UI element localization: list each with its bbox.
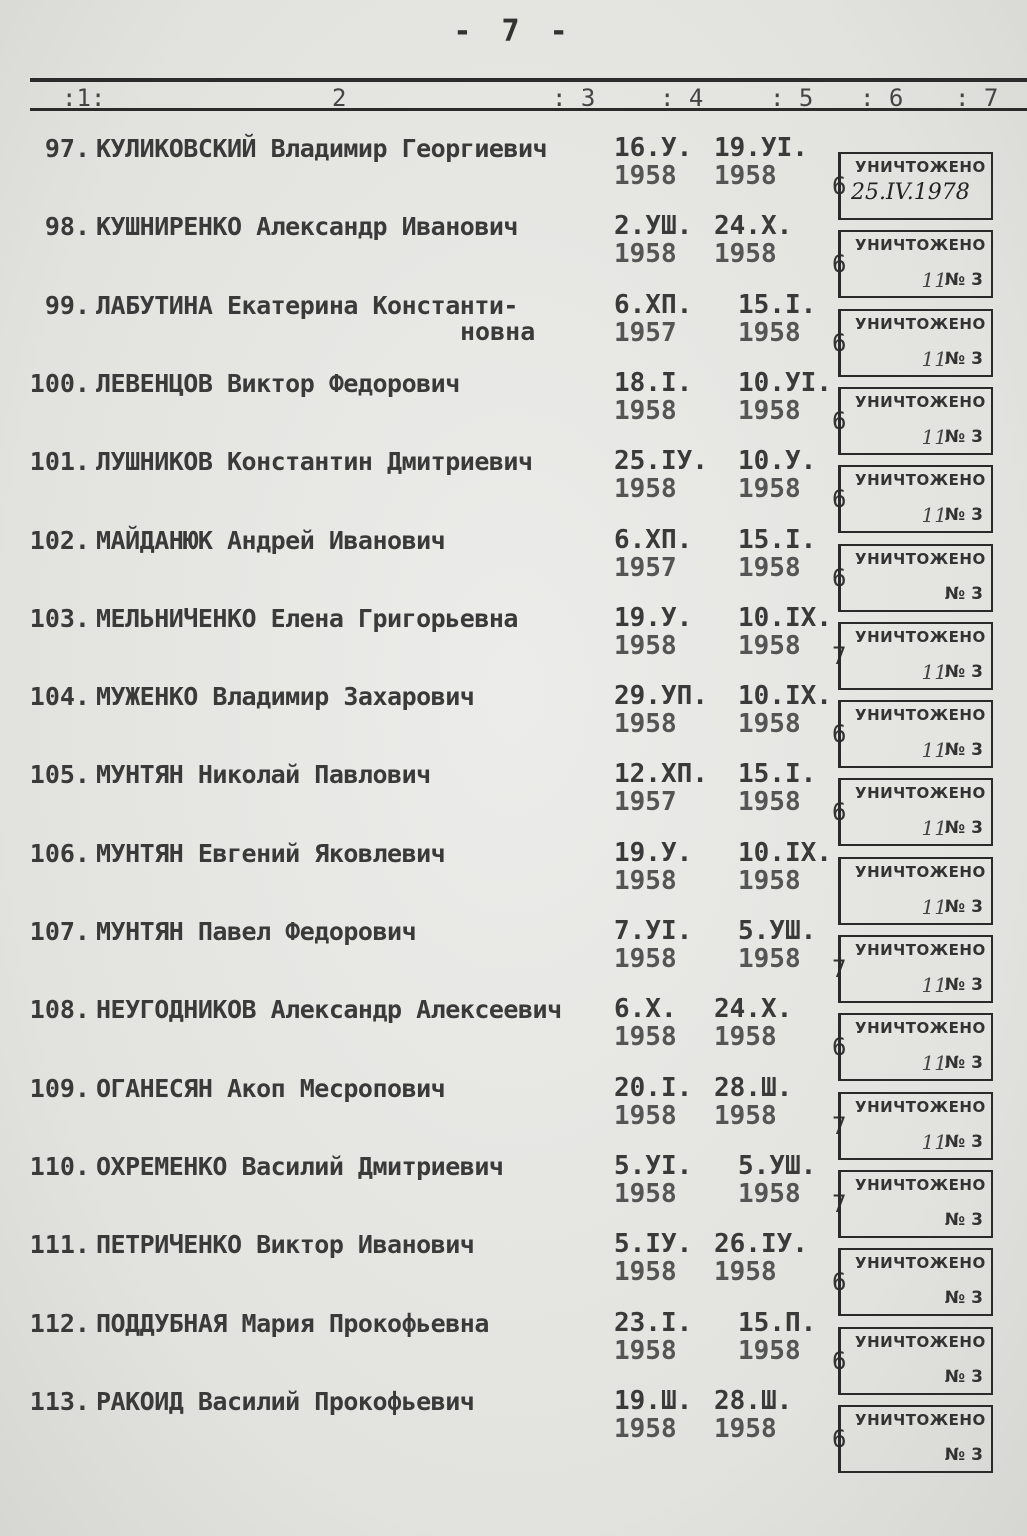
column-header-5: : 5 bbox=[770, 84, 814, 112]
date-end-year: 1958 bbox=[714, 161, 777, 191]
record-name: КУШНИРЕНКО Александр Иванович bbox=[96, 212, 518, 241]
date-end-day: 24.Х. bbox=[714, 994, 793, 1024]
record-number: 106. bbox=[29, 839, 90, 868]
date-end-day: 15.П. bbox=[738, 1308, 817, 1338]
stamp-handwritten-mark: 11 bbox=[921, 816, 947, 840]
date-end bbox=[714, 1230, 808, 1286]
record-name: МУНТЯН Евгений Яковлевич bbox=[96, 839, 446, 868]
date-end-day: 10.IХ. bbox=[738, 681, 832, 711]
date-start-year: 1958 bbox=[614, 1336, 677, 1366]
column-6-value: 6 bbox=[832, 1033, 847, 1061]
stamp-text: УНИЧТОЖЕНО bbox=[855, 1333, 986, 1351]
stamp-number: № 3 bbox=[944, 427, 983, 447]
destroyed-stamp bbox=[838, 700, 993, 768]
date-end bbox=[738, 839, 832, 895]
date-end-year: 1958 bbox=[714, 239, 777, 269]
date-start-day: 6.ХП. bbox=[614, 290, 693, 320]
stamp-text: УНИЧТОЖЕНО bbox=[855, 550, 986, 568]
date-start bbox=[614, 917, 692, 973]
stamp-handwritten-mark: 11 bbox=[921, 738, 947, 762]
date-start-year: 1958 bbox=[614, 1414, 677, 1444]
column-header-4: : 4 bbox=[660, 84, 704, 112]
destroyed-stamp bbox=[838, 544, 993, 612]
column-6-value: 6 bbox=[832, 720, 847, 748]
date-start bbox=[614, 1152, 692, 1208]
date-start-year: 1958 bbox=[614, 631, 677, 661]
date-start bbox=[614, 839, 692, 895]
stamp-number: № 3 bbox=[944, 975, 983, 995]
date-end-day: 5.УШ. bbox=[738, 916, 817, 946]
record-name: ЛЕВЕНЦОВ Виктор Федорович bbox=[96, 369, 460, 398]
record-row bbox=[0, 760, 1027, 838]
date-end-year: 1958 bbox=[738, 318, 801, 348]
column-6-value: 6 bbox=[832, 1425, 847, 1453]
date-start-year: 1958 bbox=[614, 1257, 677, 1287]
record-name: ЛАБУТИНА Екатерина Константи- bbox=[96, 291, 518, 320]
date-start bbox=[614, 369, 692, 425]
stamp-number: № 3 bbox=[944, 1210, 983, 1230]
record-number: 98. bbox=[44, 212, 90, 241]
column-6-value: 6 bbox=[832, 172, 847, 200]
record-name: НЕУГОДНИКОВ Александр Алексеевич bbox=[96, 995, 562, 1024]
stamp-text: УНИЧТОЖЕНО bbox=[855, 1254, 986, 1272]
date-start-day: 18.I. bbox=[614, 368, 693, 398]
date-start-day: 19.У. bbox=[614, 603, 693, 633]
date-end bbox=[738, 760, 816, 816]
record-number: 107. bbox=[29, 917, 90, 946]
date-start-year: 1958 bbox=[614, 161, 677, 191]
date-end bbox=[714, 1387, 792, 1443]
stamp-text: УНИЧТОЖЕНО bbox=[855, 236, 986, 254]
stamp-text: УНИЧТОЖЕНО bbox=[855, 158, 986, 176]
stamp-number: № 3 bbox=[944, 897, 983, 917]
date-start-year: 1958 bbox=[614, 944, 677, 974]
record-row bbox=[0, 917, 1027, 995]
column-6-value: 6 bbox=[832, 485, 847, 513]
date-end bbox=[738, 291, 816, 347]
date-start bbox=[614, 682, 708, 738]
record-number: 100. bbox=[29, 369, 90, 398]
record-number: 104. bbox=[29, 682, 90, 711]
destroyed-stamp bbox=[838, 1327, 993, 1395]
date-end-day: 15.I. bbox=[738, 290, 817, 320]
column-6-value: 6 bbox=[832, 1268, 847, 1296]
stamp-handwritten-mark: 11 bbox=[921, 973, 947, 997]
stamp-number: № 3 bbox=[944, 740, 983, 760]
date-end-day: 19.УI. bbox=[714, 133, 808, 163]
stamp-text: УНИЧТОЖЕНО bbox=[855, 1176, 986, 1194]
column-6-value: 6 bbox=[832, 407, 847, 435]
date-end-day: 28.Ш. bbox=[714, 1073, 793, 1103]
column-header-6: : 6 bbox=[860, 84, 904, 112]
record-row bbox=[0, 1074, 1027, 1152]
record-number: 102. bbox=[29, 526, 90, 555]
date-end bbox=[714, 1074, 792, 1130]
date-start-year: 1958 bbox=[614, 474, 677, 504]
stamp-text: УНИЧТОЖЕНО bbox=[855, 393, 986, 411]
stamp-handwritten-mark: 11 bbox=[921, 660, 947, 684]
date-start-day: 23.I. bbox=[614, 1308, 693, 1338]
stamp-text: УНИЧТОЖЕНО bbox=[855, 863, 986, 881]
date-end-year: 1958 bbox=[714, 1414, 777, 1444]
record-number: 109. bbox=[29, 1074, 90, 1103]
record-name: РАКОИД Василий Прокофьевич bbox=[96, 1387, 475, 1416]
stamp-number: № 3 bbox=[944, 1288, 983, 1308]
record-row bbox=[0, 1230, 1027, 1308]
date-start bbox=[614, 1074, 692, 1130]
destroyed-stamp bbox=[838, 1170, 993, 1238]
date-end-year: 1958 bbox=[738, 1179, 801, 1209]
page-number: - 7 - bbox=[453, 14, 574, 49]
date-end-year: 1958 bbox=[738, 787, 801, 817]
date-end-year: 1958 bbox=[738, 553, 801, 583]
record-number: 108. bbox=[29, 995, 90, 1024]
date-end bbox=[714, 212, 792, 268]
date-start bbox=[614, 291, 692, 347]
stamp-text: УНИЧТОЖЕНО bbox=[855, 784, 986, 802]
date-end-day: 28.Ш. bbox=[714, 1386, 793, 1416]
date-end bbox=[738, 604, 832, 660]
column-6-value: 7 bbox=[832, 1112, 847, 1140]
date-start-day: 29.УП. bbox=[614, 681, 708, 711]
stamp-text: УНИЧТОЖЕНО bbox=[855, 1098, 986, 1116]
record-row bbox=[0, 1387, 1027, 1465]
date-end-year: 1958 bbox=[738, 1336, 801, 1366]
stamp-text: УНИЧТОЖЕНО bbox=[855, 1019, 986, 1037]
date-start-year: 1958 bbox=[614, 1179, 677, 1209]
record-number: 97. bbox=[44, 134, 90, 163]
stamp-number: № 3 bbox=[944, 349, 983, 369]
destroyed-stamp bbox=[838, 387, 993, 455]
stamp-number: № 3 bbox=[944, 270, 983, 290]
date-end-day: 15.I. bbox=[738, 525, 817, 555]
date-start-year: 1957 bbox=[614, 553, 677, 583]
date-start-year: 1958 bbox=[614, 1101, 677, 1131]
destroyed-stamp bbox=[838, 778, 993, 846]
date-end-day: 15.I. bbox=[738, 759, 817, 789]
stamp-text: УНИЧТОЖЕНО bbox=[855, 315, 986, 333]
stamp-handwritten-mark: 11 bbox=[921, 1130, 947, 1154]
date-start-day: 6.ХП. bbox=[614, 525, 693, 555]
destroyed-stamp bbox=[838, 465, 993, 533]
stamp-number: № 3 bbox=[944, 1445, 983, 1465]
date-end bbox=[738, 682, 832, 738]
record-row bbox=[0, 447, 1027, 525]
record-row bbox=[0, 369, 1027, 447]
date-end-day: 10.У. bbox=[738, 446, 817, 476]
record-row bbox=[0, 1152, 1027, 1230]
record-row bbox=[0, 526, 1027, 604]
record-name: ЛУШНИКОВ Константин Дмитриевич bbox=[96, 447, 533, 476]
column-6-value: 6 bbox=[832, 564, 847, 592]
stamp-number: № 3 bbox=[944, 1053, 983, 1073]
record-name: МУНТЯН Николай Павлович bbox=[96, 760, 431, 789]
stamp-number: № 3 bbox=[944, 662, 983, 682]
date-end-year: 1958 bbox=[738, 709, 801, 739]
record-row bbox=[0, 995, 1027, 1073]
date-end-year: 1958 bbox=[738, 396, 801, 426]
destroyed-stamp bbox=[838, 857, 993, 925]
date-start-day: 6.Х. bbox=[614, 994, 677, 1024]
date-end-year: 1958 bbox=[738, 474, 801, 504]
record-number: 112. bbox=[29, 1309, 90, 1338]
record-row bbox=[0, 291, 1027, 369]
destroyed-stamp bbox=[838, 935, 993, 1003]
stamp-handwritten-mark: 11 bbox=[921, 425, 947, 449]
record-row bbox=[0, 682, 1027, 760]
stamp-text: УНИЧТОЖЕНО bbox=[855, 941, 986, 959]
date-start bbox=[614, 134, 692, 190]
column-header-7: : 7 bbox=[955, 84, 999, 112]
record-name: МАЙДАНЮК Андрей Иванович bbox=[96, 526, 446, 555]
date-start-day: 25.IУ. bbox=[614, 446, 708, 476]
column-header-3: : 3 bbox=[552, 84, 596, 112]
stamp-text: УНИЧТОЖЕНО bbox=[855, 471, 986, 489]
date-start-day: 19.У. bbox=[614, 838, 693, 868]
date-end-year: 1958 bbox=[714, 1101, 777, 1131]
record-name: МУНТЯН Павел Федорович bbox=[96, 917, 417, 946]
stamp-number: № 3 bbox=[944, 1132, 983, 1152]
stamp-handwritten-mark: 11 bbox=[921, 1051, 947, 1075]
date-start-year: 1958 bbox=[614, 396, 677, 426]
date-end-day: 10.УI. bbox=[738, 368, 832, 398]
record-name: ОГАНЕСЯН Акоп Месропович bbox=[96, 1074, 446, 1103]
date-start-year: 1957 bbox=[614, 787, 677, 817]
column-6-value: 6 bbox=[832, 250, 847, 278]
stamp-number: № 3 bbox=[944, 818, 983, 838]
date-end-day: 10.IХ. bbox=[738, 838, 832, 868]
date-end-year: 1958 bbox=[738, 944, 801, 974]
record-row bbox=[0, 212, 1027, 290]
date-start bbox=[614, 995, 677, 1051]
stamp-handwritten-mark: 11 bbox=[921, 895, 947, 919]
date-start-day: 7.УI. bbox=[614, 916, 693, 946]
date-end bbox=[738, 369, 832, 425]
stamp-number: № 3 bbox=[944, 505, 983, 525]
date-start-day: 12.ХП. bbox=[614, 759, 708, 789]
date-start-day: 5.УI. bbox=[614, 1151, 693, 1181]
date-start bbox=[614, 760, 708, 816]
date-end bbox=[738, 1309, 816, 1365]
record-name: МЕЛЬНИЧЕНКО Елена Григорьевна bbox=[96, 604, 518, 633]
date-end bbox=[714, 134, 808, 190]
stamp-handwritten-mark: 11 bbox=[921, 347, 947, 371]
date-end bbox=[714, 995, 792, 1051]
column-header-2: 2 bbox=[332, 84, 347, 112]
destroyed-stamp bbox=[838, 622, 993, 690]
date-end bbox=[738, 447, 816, 503]
date-end-year: 1958 bbox=[714, 1022, 777, 1052]
date-start-day: 16.У. bbox=[614, 133, 693, 163]
date-end-day: 24.Х. bbox=[714, 211, 793, 241]
record-row bbox=[0, 1309, 1027, 1387]
record-row bbox=[0, 604, 1027, 682]
destroyed-stamp bbox=[838, 152, 993, 220]
date-end bbox=[738, 526, 816, 582]
date-end bbox=[738, 917, 816, 973]
destroyed-stamp bbox=[838, 1013, 993, 1081]
destroyed-stamp bbox=[838, 309, 993, 377]
stamp-handwritten-mark: 11 bbox=[921, 503, 947, 527]
record-name-continuation: новна bbox=[460, 317, 536, 346]
stamp-handwritten-mark: 11 bbox=[921, 268, 947, 292]
stamp-text: УНИЧТОЖЕНО bbox=[855, 706, 986, 724]
date-start-year: 1958 bbox=[614, 1022, 677, 1052]
date-end bbox=[738, 1152, 816, 1208]
column-header-1: :1: bbox=[62, 84, 106, 112]
date-end-year: 1958 bbox=[738, 866, 801, 896]
stamp-text: УНИЧТОЖЕНО bbox=[855, 1411, 986, 1429]
column-6-value: 6 bbox=[832, 1347, 847, 1375]
record-name: КУЛИКОВСКИЙ Владимир Георгиевич bbox=[96, 134, 548, 163]
record-name: ПОДДУБНАЯ Мария Прокофьевна bbox=[96, 1309, 489, 1338]
date-start-day: 5.IУ. bbox=[614, 1229, 693, 1259]
stamp-handwritten-date: 25.IV.1978 bbox=[851, 180, 970, 205]
record-number: 110. bbox=[29, 1152, 90, 1181]
date-start bbox=[614, 526, 692, 582]
record-name: ПЕТРИЧЕНКО Виктор Иванович bbox=[96, 1230, 475, 1259]
date-end-day: 5.УШ. bbox=[738, 1151, 817, 1181]
stamp-number: № 3 bbox=[944, 1367, 983, 1387]
destroyed-stamp bbox=[838, 1092, 993, 1160]
date-end-day: 26.IУ. bbox=[714, 1229, 808, 1259]
record-name: ОХРЕМЕНКО Василий Дмитриевич bbox=[96, 1152, 504, 1181]
record-number: 103. bbox=[29, 604, 90, 633]
date-start bbox=[614, 1309, 692, 1365]
column-6-value: 7 bbox=[832, 1190, 847, 1218]
date-start-year: 1957 bbox=[614, 318, 677, 348]
stamp-text: УНИЧТОЖЕНО bbox=[855, 628, 986, 646]
stamp-number: № 3 bbox=[944, 584, 983, 604]
destroyed-stamp bbox=[838, 1248, 993, 1316]
date-end-year: 1958 bbox=[714, 1257, 777, 1287]
date-start-day: 2.УШ. bbox=[614, 211, 693, 241]
column-6-value: 6 bbox=[832, 798, 847, 826]
date-start bbox=[614, 1387, 692, 1443]
date-start bbox=[614, 604, 692, 660]
record-number: 111. bbox=[29, 1230, 90, 1259]
date-start bbox=[614, 212, 692, 268]
destroyed-stamp bbox=[838, 230, 993, 298]
record-number: 99. bbox=[44, 291, 90, 320]
date-start-day: 19.Ш. bbox=[614, 1386, 693, 1416]
destroyed-stamp bbox=[838, 1405, 993, 1473]
date-end-year: 1958 bbox=[738, 631, 801, 661]
date-start-year: 1958 bbox=[614, 866, 677, 896]
date-end-day: 10.IХ. bbox=[738, 603, 832, 633]
record-row bbox=[0, 134, 1027, 212]
record-row bbox=[0, 839, 1027, 917]
record-number: 105. bbox=[29, 760, 90, 789]
date-start-day: 20.I. bbox=[614, 1073, 693, 1103]
date-start bbox=[614, 447, 708, 503]
date-start-year: 1958 bbox=[614, 709, 677, 739]
record-name: МУЖЕНКО Владимир Захарович bbox=[96, 682, 475, 711]
date-start-year: 1958 bbox=[614, 239, 677, 269]
date-start bbox=[614, 1230, 692, 1286]
header-rule-top bbox=[30, 78, 1027, 82]
record-number: 101. bbox=[29, 447, 90, 476]
record-number: 113. bbox=[29, 1387, 90, 1416]
column-6-value: 7 bbox=[832, 642, 847, 670]
column-6-value: 7 bbox=[832, 955, 847, 983]
column-6-value: 6 bbox=[832, 329, 847, 357]
